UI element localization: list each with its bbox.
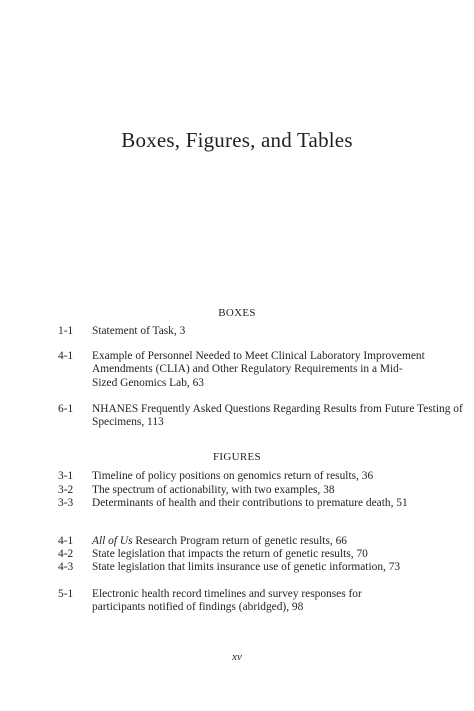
figure-entry-number: 3-1 (58, 470, 74, 482)
figure-entry-text: Determinants of health and their contributions to premature death, 51 (92, 497, 408, 509)
box-entry-number: 4-1 (58, 350, 74, 362)
boxes-heading: BOXES (218, 307, 256, 319)
figure-entry (58, 484, 468, 497)
figure-entry-number: 5-1 (58, 588, 74, 600)
box-entry (58, 350, 426, 390)
figure-entry (58, 470, 468, 483)
box-entry (58, 403, 468, 430)
figure-entry-number: 3-3 (58, 497, 74, 509)
figure-entry (58, 561, 468, 574)
figure-entry-text: The spectrum of actionability, with two examples, 38 (92, 484, 335, 496)
figures-heading: FIGURES (213, 451, 261, 463)
figure-entry-text-rest: Research Program return of genetic results, 66 (132, 535, 347, 547)
box-entry-number: 6-1 (58, 403, 74, 415)
figure-entry-text: Electronic health record timelines and survey responses for participants notified of findings (abridged), 98 (92, 588, 362, 614)
figure-entry-number: 4-1 (58, 535, 74, 547)
box-entry-text: Example of Personnel Needed to Meet Clinical Laboratory Improvement Amendments (CLIA) and Other Regulatory Requirements in a Mid-Sized Genomics Lab, 63 (92, 350, 425, 389)
figure-entry (58, 497, 408, 510)
figure-entry-text: State legislation that impacts the return of genetic results, 70 (92, 548, 368, 560)
box-entry-text: NHANES Frequently Asked Questions Regarding Results from Future Testing of Specimens, 113 (92, 403, 463, 429)
figure-entry-number: 4-3 (58, 561, 74, 573)
box-entry (58, 325, 468, 338)
box-entry-text: Statement of Task, 3 (92, 325, 186, 337)
figure-entry-text (92, 535, 468, 548)
box-entry-number: 1-1 (58, 325, 74, 337)
page-title: Boxes, Figures, and Tables (121, 128, 353, 152)
page-number: xv (232, 651, 242, 663)
figure-entry-number: 3-2 (58, 484, 74, 496)
program-name: All of Us (92, 535, 133, 547)
figure-entry (58, 548, 468, 561)
figure-entry-text: State legislation that limits insurance use of genetic information, 73 (92, 561, 401, 573)
figure-entry (58, 588, 388, 615)
figure-entry (58, 535, 468, 548)
figure-entry-number: 4-2 (58, 548, 74, 560)
figure-entry-text: Timeline of policy positions on genomics return of results, 36 (92, 470, 374, 482)
